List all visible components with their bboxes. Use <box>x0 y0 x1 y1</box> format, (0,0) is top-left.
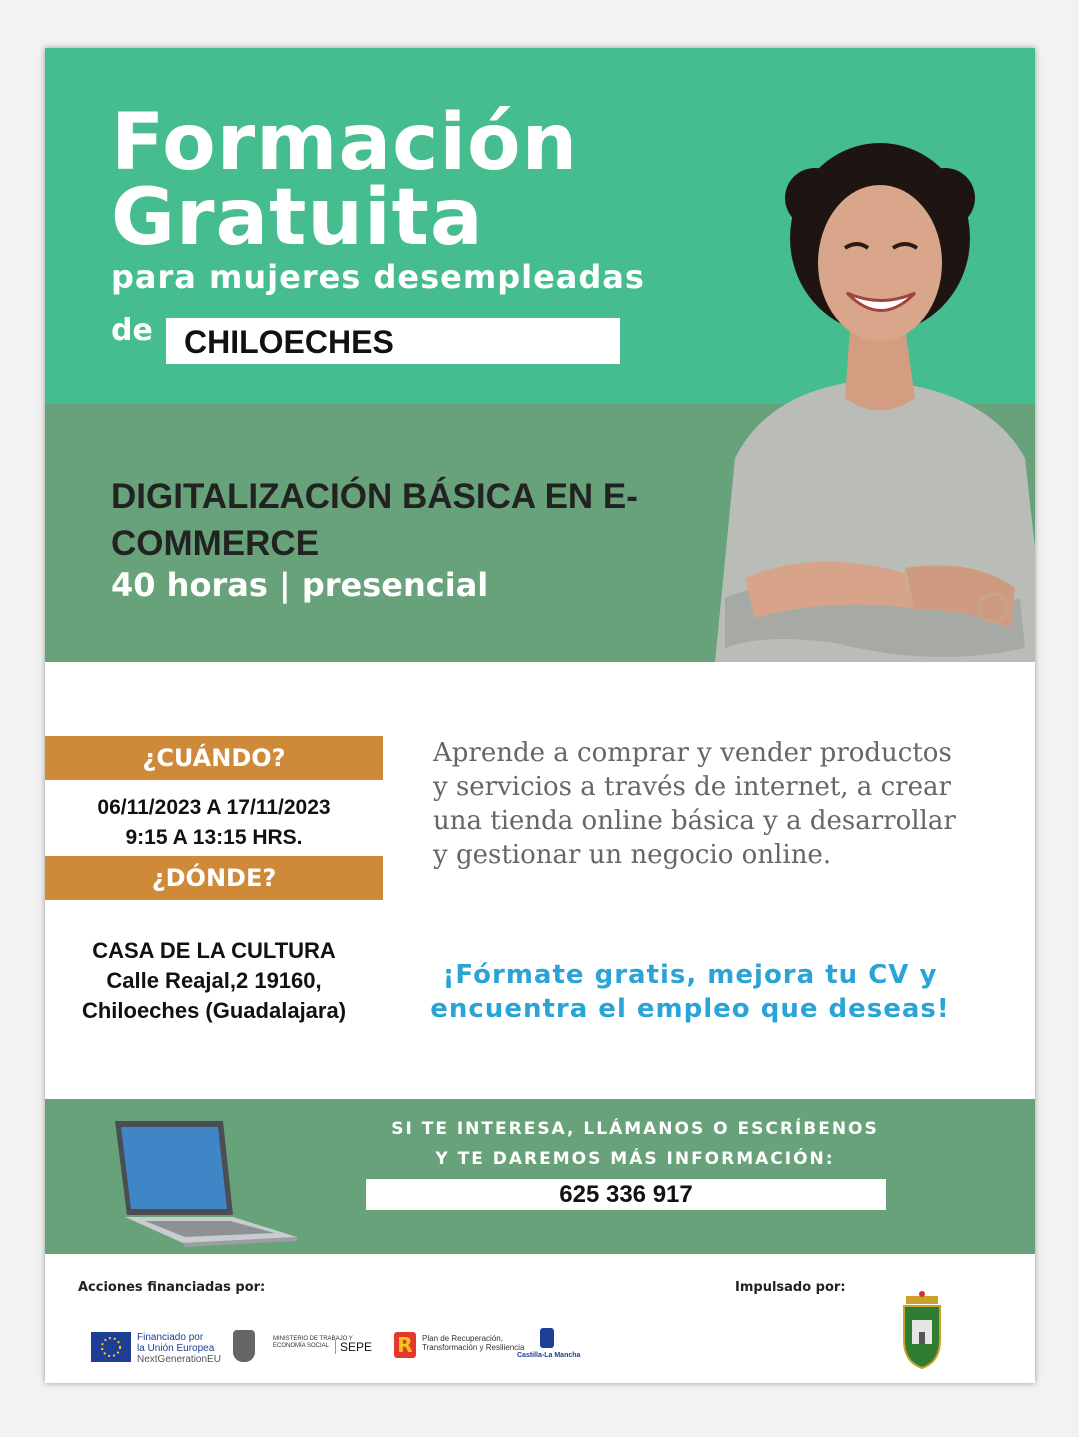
eu-text3: NextGenerationEU <box>137 1354 221 1365</box>
clm-icon <box>540 1328 554 1348</box>
title-line2: Gratuita <box>111 173 484 263</box>
funding-logos <box>85 1316 600 1382</box>
plan-text: Plan de Recuperación, Transformación y Resiliencia <box>422 1334 525 1352</box>
subtitle: para mujeres desempleadas <box>111 258 645 296</box>
plan-r-icon: R <box>394 1332 416 1358</box>
contact-cta <box>365 1114 905 1174</box>
where-label: ¿DÓNDE? <box>45 856 383 900</box>
cta-line2: Y TE DAREMOS MÁS INFORMACIÓN: <box>435 1149 835 1169</box>
course-hours: 40 horas | presencial <box>111 566 489 604</box>
venue-name: CASA DE LA CULTURA <box>92 938 336 963</box>
spain-coat-icon <box>233 1330 255 1362</box>
ministry-text: MINISTERIO DE TRABAJO Y ECONOMÍA SOCIAL <box>273 1336 353 1349</box>
driven-label: Impulsado por: <box>735 1280 846 1295</box>
woman-photo <box>675 128 1035 662</box>
de-word: de <box>111 313 153 348</box>
laptop-icon <box>105 1113 300 1248</box>
eu-text1: Financiado por <box>137 1332 204 1343</box>
when-info <box>45 793 383 853</box>
time-text: 9:15 A 13:15 HRS. <box>125 826 303 849</box>
clm-text: Castilla-La Mancha <box>517 1352 581 1359</box>
flyer <box>45 48 1035 1383</box>
phone-number[interactable]: 625 336 917 <box>559 1181 693 1208</box>
course-description: Aprende a comprar y vender productos y servicios a través de internet, a crear una tienda online básica y a desarrollar y gestionar un negocio online. <box>433 738 956 870</box>
title-line1: Formación <box>111 98 579 188</box>
eu-logo-text <box>137 1332 221 1365</box>
funded-label: Acciones financiadas por: <box>78 1280 266 1295</box>
dates-text: 06/11/2023 A 17/11/2023 <box>97 796 331 819</box>
eu-flag-icon <box>91 1332 131 1362</box>
venue-street: Calle Reajal,2 19160, <box>106 968 322 993</box>
eu-text2: la Unión Europea <box>137 1343 215 1354</box>
slogan: ¡Fórmate gratis, mejora tu CV y encuentra el empleo que deseas! <box>430 960 950 1024</box>
town-crest-icon <box>900 1290 944 1370</box>
cta-line1: SI TE INTERESA, LLÁMANOS O ESCRÍBENOS <box>391 1119 879 1139</box>
sepe-logo: SEPE <box>335 1340 372 1354</box>
course-title: DIGITALIZACIÓN BÁSICA EN E-COMMERCE <box>111 477 638 563</box>
where-info <box>45 936 383 1026</box>
when-label: ¿CUÁNDO? <box>45 736 383 780</box>
venue-town: Chiloeches (Guadalajara) <box>81 998 347 1023</box>
town-label: CHILOECHES <box>184 324 394 360</box>
